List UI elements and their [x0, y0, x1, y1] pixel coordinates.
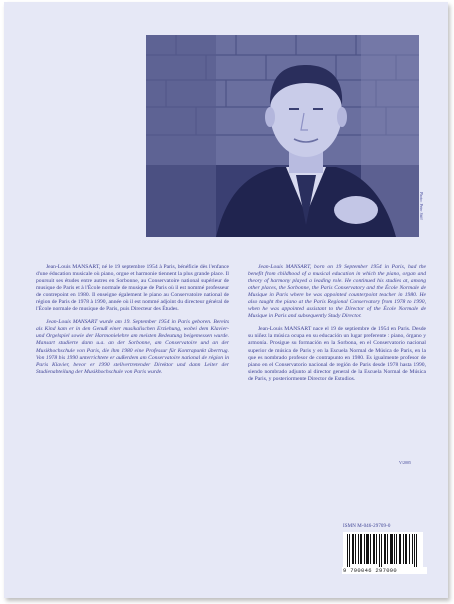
back-cover-page [4, 2, 448, 598]
barcode-number: 9 790046 297090 [342, 567, 427, 574]
edition-code: V/2005 [399, 460, 411, 465]
biography-german: Jean-Louis MANSART wurde am 19. September 1954 in Paris geboren. Bereits als Kind kam er in den Genuß einer musikalischen Erziehung, wobei dem Klavier- und Orgelspiel sowie der Harmonielehre am meisten Bedeutung beigemessen wurde. Mansart studierte dann u.a. an der Sorbonne, am Conservatoire und an der Musikhochschule von Paris, die ihm 1980 eine Professur für Kontrapunkt übertrug. Von 1978 bis 1990 unterrichtete er außerdem am Conservatoire national de région in Paris Klavier, bevor er 1990 stellvertretender Direktor und dann Leiter der Studienabteilung der Musikhochschule von Paris wurde. [36, 319, 229, 375]
biography-spanish: Jean-Louis MANSART nace el 19 de septiembre de 1954 en Paris. Desde su niñez la música ocupa en su educación un lugar preferente : piano, órgano y armonía. Prosigue su formación en la Sorbona, en el Conservatorio nacional superior de música de Paris y en la Escuela Normal de Música de Paris, en la que es nombrado profesor de contrapunto en 1980. Es igualmente profesor de piano en el Conservatorio nacional de región de Paris desde 1978 hasta 1990, siendo nombrado adjunto al director general de la Escuela Normal de Música de Paris, y posteriormente Director de Estudios. [248, 326, 426, 382]
right-column [248, 264, 426, 389]
biography-french: Jean-Louis MANSART, né le 19 septembre 1954 à Paris, bénéficie dès l'enfance d'une éducation musicale où piano, orgue et harmonie tiennent la plus grande place. Il poursuit ses études entre autres en Sorbonne, au Conservatoire national supérieur de musique de Paris et à l'École normale de musique de Paris où il est nommé professeur de contrepoint en 1980. Il enseigne également le piano au Conservatoire national de région de Paris de 1978 à 1990, année où il est nommé adjoint du directeur général de l'École normale de musique de Paris, puis Directeur des Études. [36, 264, 229, 313]
composer-photo [146, 35, 419, 237]
photo-credit: Photo: Peter Stiff [419, 192, 424, 220]
biography-english: Jean-Louis MANSART, born on 19 September 1954 in Paris, had the benefit from childhood of a musical education in which the piano, organ and theory of harmony played a leading role. He continued his studies at, among other places, the Sorbonne, the Paris Conservatory and the École Normale de Musique in Paris where he was appointed counterpoint teacher in 1980. He also taught the piano at the Paris Regional Conservatory from 1978 to 1990, when he was appointed assistant to the Director of the École Normale de Musique in Paris and subsequently Study Director. [248, 264, 426, 320]
ismn-number: ISMN M-046-29709-0 [343, 524, 391, 529]
left-column [36, 264, 229, 382]
